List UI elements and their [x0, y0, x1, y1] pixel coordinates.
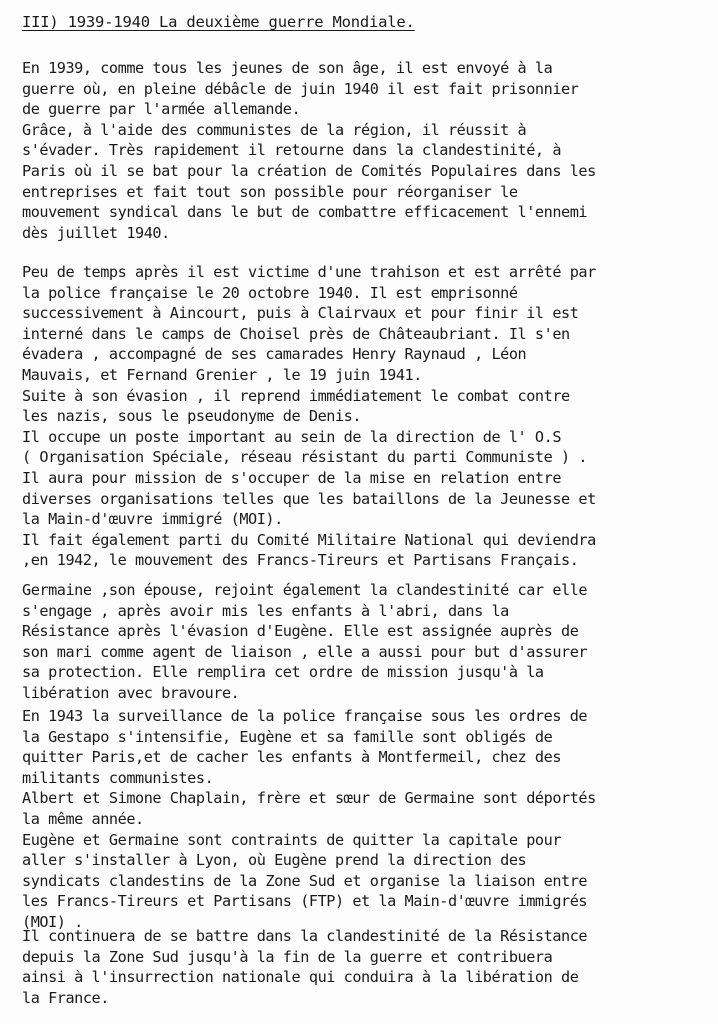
text-line: dès juillet 1940.: [22, 223, 170, 242]
text-line: Albert et Simone Chaplain, frère et sœur de Germaine sont déportés: [22, 789, 596, 808]
text-line: Germaine ,son épouse, rejoint également la clandestinité car elle: [22, 581, 588, 599]
text-line: diverses organisations telles que les bataillons de la Jeunesse et: [22, 489, 596, 508]
text-line: évadera , accompagné de ses camarades Henry Raynaud , Léon: [22, 345, 527, 364]
text-line: depuis la Zone Sud jusqu'à la fin de la guerre et contribuera: [22, 947, 553, 966]
text-line: sa protection. Elle remplira cet ordre de mission jusqu'à la: [22, 663, 544, 682]
text-line: ,en 1942, le mouvement des Francs-Tireurs et Partisans Français.: [22, 551, 579, 570]
paragraph-1943: [22, 706, 702, 933]
text-line: quitter Paris,et de cacher les enfants à Montfermeil, chez des: [22, 748, 562, 767]
text-line: de guerre par l'armée allemande.: [22, 100, 301, 119]
text-line: guerre où, en pleine débâcle de juin 1940 il est fait prisonnier: [22, 79, 579, 98]
text-line: Mauvais, et Fernand Grenier , le 19 juin 1941.: [22, 365, 422, 384]
text-line: mouvement syndical dans le but de combattre efficacement l'ennemi: [22, 203, 588, 222]
text-line: la même année.: [22, 809, 144, 828]
text-line: s'évader. Très rapidement il retourne dans la clandestinité, à: [22, 141, 562, 160]
text-line: Suite à son évasion , il reprend immédiatement le combat contre: [22, 386, 570, 405]
text-line: syndicats clandestins de la Zone Sud et organise la liaison entre: [22, 871, 588, 890]
text-line: Paris où il se bat pour la création de Comités Populaires dans les: [22, 161, 596, 180]
text-line: ( Organisation Spéciale, réseau résistant du parti Communiste ) .: [22, 448, 588, 467]
text-line: militants communistes.: [22, 768, 214, 787]
text-line: son mari comme agent de liaison , elle a aussi pour but d'assurer: [22, 642, 588, 661]
paragraph-1939-captivity: [22, 58, 702, 243]
paragraph-arrest-escape: [22, 262, 702, 571]
text-line: entreprises et fait tout son possible pour réorganiser le: [22, 182, 518, 201]
paragraph-germaine: [22, 580, 702, 704]
text-line: les Francs-Tireurs et Partisans (FTP) et la Main-d'œuvre immigrés: [22, 892, 588, 911]
text-line: la Main-d'œuvre immigré (MOI).: [22, 510, 283, 529]
text-line: aller s'installer à Lyon, où Eugène prend la direction des: [22, 851, 527, 870]
text-line: Il aura pour mission de s'occuper de la mise en relation entre: [22, 468, 562, 487]
text-line: Peu de temps après il est victime d'une trahison et est arrêté par: [22, 263, 596, 281]
text-line: Il occupe un poste important au sein de la direction de l' O.S: [22, 427, 562, 446]
text-line: les nazis, sous le pseudonyme de Denis.: [22, 407, 362, 426]
text-line: Il fait également parti du Comité Militaire National qui deviendra: [22, 530, 596, 549]
text-line: la Gestapo s'intensifie, Eugène et sa famille sont obligés de: [22, 727, 553, 746]
text-line: Grâce, à l'aide des communistes de la région, il réussit à: [22, 120, 527, 139]
text-line: (MOI) .: [22, 912, 83, 931]
text-line: la police française le 20 octobre 1940. Il est emprisonné: [22, 283, 518, 302]
text-line: En 1943 la surveillance de la police française sous les ordres de: [22, 707, 588, 725]
paragraph-liberation: [22, 926, 702, 1008]
text-line: successivement à Aincourt, puis à Clairvaux et pour finir il est: [22, 304, 579, 323]
text-line: la France.: [22, 988, 109, 1007]
text-line: Il continuera de se battre dans la clandestinité de la Résistance: [22, 927, 588, 945]
text-line: interné dans le camps de Choisel près de Châteaubriant. Il s'en: [22, 324, 570, 343]
text-line: ainsi à l'insurrection nationale qui conduira à la libération de: [22, 968, 579, 987]
text-line: libération avec bravoure.: [22, 683, 240, 702]
text-line: s'engage , après avoir mis les enfants à l'abri, dans la: [22, 601, 509, 620]
text-line: En 1939, comme tous les jeunes de son âge, il est envoyé à la: [22, 59, 553, 77]
text-line: Eugène et Germaine sont contraints de quitter la capitale pour: [22, 830, 562, 849]
section-title: III) 1939-1940 La deuxième guerre Mondiale.: [22, 13, 415, 31]
text-line: Résistance après l'évasion d'Eugène. Elle est assignée auprès de: [22, 622, 579, 641]
